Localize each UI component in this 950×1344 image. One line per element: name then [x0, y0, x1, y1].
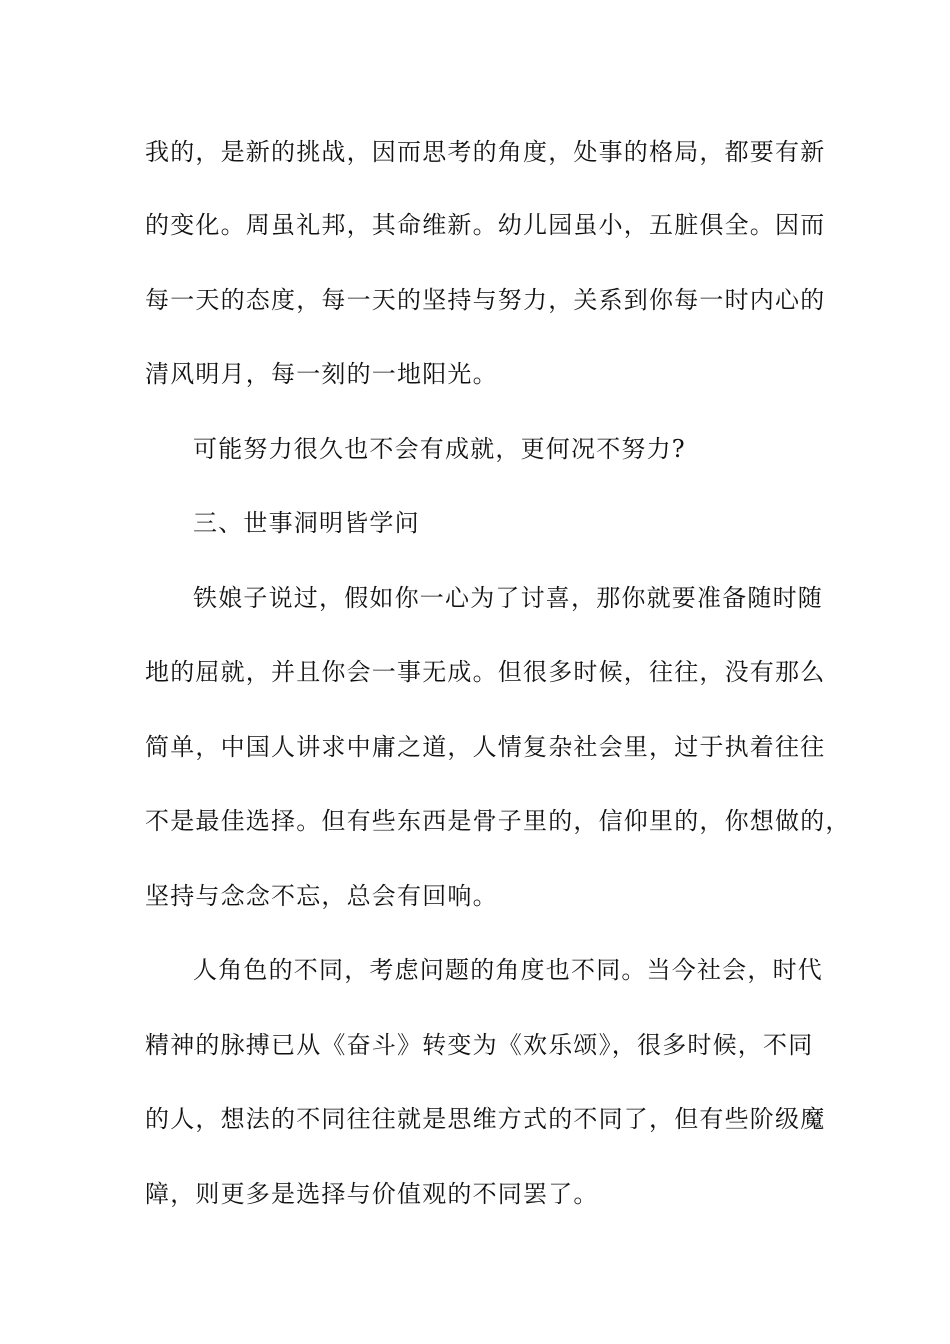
text-line: 每一天的态度，每一天的坚持与努力，关系到你每一时内心的: [145, 286, 826, 314]
text-line: 可能努力很久也不会有成就，更何况不努力?: [193, 435, 686, 463]
text-line: 坚持与念念不忘，总会有回响。: [145, 882, 498, 910]
text-line: 我的，是新的挑战，因而思考的角度，处事的格局，都要有新: [145, 138, 826, 166]
text-line: 清风明月，每一刻的一地阳光。: [145, 360, 498, 388]
text-line: 铁娘子说过，假如你一心为了讨喜，那你就要准备随时随: [193, 584, 823, 612]
text-line: 障，则更多是选择与价值观的不同罢了。: [145, 1180, 599, 1208]
text-line: 简单，中国人讲求中庸之道，人情复杂社会里，过于执着往往: [145, 733, 826, 761]
text-line: 的人，想法的不同往往就是思维方式的不同了，但有些阶级魔: [145, 1105, 826, 1133]
text-line: 精神的脉搏已从《奋斗》转变为《欢乐颂》，很多时候，不同: [145, 1031, 814, 1059]
text-line: 地的屈就，并且你会一事无成。但很多时候，往往，没有那么: [145, 658, 826, 686]
text-line: 的变化。周虽礼邦，其命维新。幼儿园虽小，五脏俱全。因而: [145, 211, 826, 239]
text-line: 人角色的不同，考虑问题的角度也不同。当今社会，时代: [193, 956, 823, 984]
text-line: 不是最佳选择。但有些东西是骨子里的，信仰里的，你想做的，: [145, 807, 851, 835]
section-heading: 三、世事洞明皆学问: [193, 509, 420, 537]
